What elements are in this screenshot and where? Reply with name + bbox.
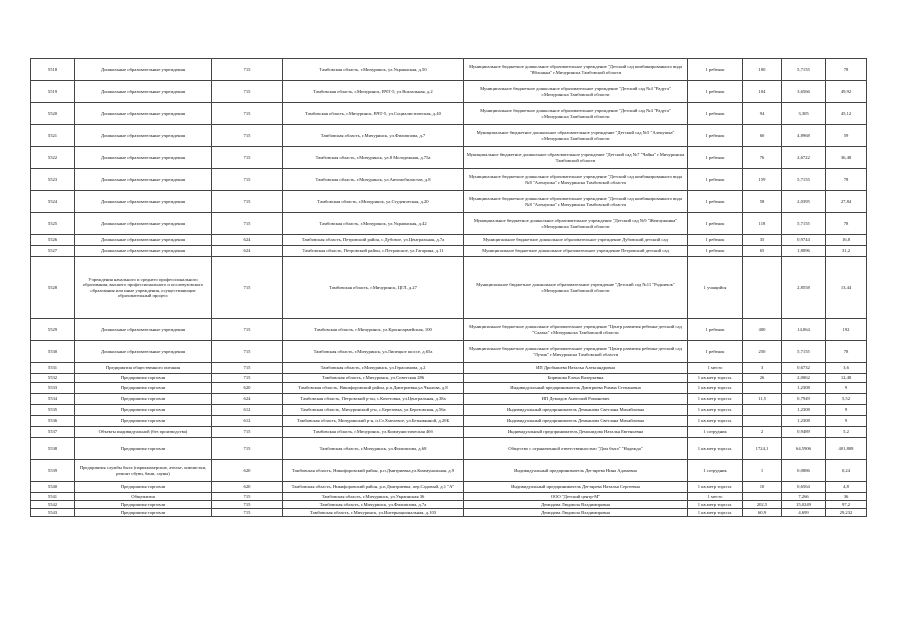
row-number-cell: 5525	[31, 213, 75, 235]
address-cell: Тамбовская область, г.Мичуринск, ул.Украинская, д.50	[283, 59, 464, 81]
value-2-cell: 9	[826, 416, 867, 427]
object-type-cell: Предприятия торговли	[75, 482, 212, 493]
value-2-cell: 78	[826, 341, 867, 363]
table-row	[31, 103, 867, 125]
organization-name-cell: Муниципальное бюджетное дошкольное образовательное учреждение "Центр развития ребенка-детский сад "Сказка" г.Мичуринска Тамбовской области	[464, 319, 688, 341]
organization-name-cell: Муниципальное бюджетное дошкольное образовательное учреждение "Детский сад №4 "Радуга" г.Мичуринска Тамбовской области	[464, 103, 688, 125]
table-row	[31, 374, 867, 383]
object-type-cell: Предприятия торговли	[75, 374, 212, 383]
row-number-cell: 5531	[31, 363, 75, 374]
row-number-cell: 5526	[31, 235, 75, 246]
organization-name-cell: Муниципальное бюджетное дошкольное образовательное учреждение "Детский сад комбинированного вида №8 "Аленушка" г.Мичуринска Тамбовской области	[464, 169, 688, 191]
row-number-cell: 5535	[31, 405, 75, 416]
value-2-cell: 78	[826, 59, 867, 81]
table-row	[31, 319, 867, 341]
table-row	[31, 235, 867, 246]
object-type-cell: Предприятия общественного питания	[75, 363, 212, 374]
quantity-cell: 60	[743, 125, 782, 147]
table-row	[31, 383, 867, 394]
district-code-cell: 715	[212, 319, 283, 341]
organization-name-cell: Муниципальное бюджетное дошкольное образовательное учреждение "Детский сад №11 "Родничок" г.Мичуринска Тамбовской области	[464, 257, 688, 319]
quantity-cell: 118	[743, 213, 782, 235]
unit-cell: 1 кв.метр торг.пл.	[688, 374, 743, 383]
row-number-cell: 5539	[31, 460, 75, 482]
table-row	[31, 191, 867, 213]
address-cell: Тамбовская область, г.Мичуринск, ул.Филиппова, д.7	[283, 125, 464, 147]
district-code-cell: 715	[212, 363, 283, 374]
unit-cell: 1 ребенок	[688, 81, 743, 103]
object-type-cell: Предприятия торговли	[75, 383, 212, 394]
unit-cell: 1 кв.метр торг.пл.	[688, 405, 743, 416]
unit-cell: 1 ребенок	[688, 246, 743, 257]
value-2-cell: 4,8	[826, 482, 867, 493]
object-type-cell: Дошкольные образовательные учреждения	[75, 81, 212, 103]
quantity-cell: 400	[743, 319, 782, 341]
table-row	[31, 438, 867, 460]
row-number-cell: 5534	[31, 394, 75, 405]
organization-name-cell: Бирюкова Елена Валерьевна	[464, 374, 688, 383]
unit-cell: 1 ребенок	[688, 319, 743, 341]
unit-cell: 1 сотрудник	[688, 460, 743, 482]
row-number-cell: 5529	[31, 319, 75, 341]
unit-cell: 1 ребенок	[688, 59, 743, 81]
district-code-cell: 715	[212, 493, 283, 501]
district-code-cell: 620	[212, 383, 283, 394]
row-number-cell: 5530	[31, 341, 75, 363]
district-code-cell: 715	[212, 257, 283, 319]
value-1-cell: 0,9744	[782, 235, 826, 246]
value-2-cell: 3,6	[826, 363, 867, 374]
value-1-cell: 5,7155	[782, 169, 826, 191]
row-number-cell: 5519	[31, 81, 75, 103]
value-2-cell: 9	[826, 405, 867, 416]
address-cell: Тамбовская область, Никифоровский район, р.п.Дмитриевка,ул.Коммунальная, д.9	[283, 460, 464, 482]
object-type-cell: Дошкольные образовательные учреждения	[75, 235, 212, 246]
object-type-cell: Дошкольные образовательные учреждения	[75, 246, 212, 257]
organization-name-cell: Индивидуальный предприниматель Демьянова Светлана Михайловна	[464, 405, 688, 416]
value-1-cell: 64,5906	[782, 438, 826, 460]
value-2-cell: 192	[826, 319, 867, 341]
value-2-cell: 36	[826, 493, 867, 501]
object-type-cell: Общежития	[75, 493, 212, 501]
value-1-cell: 0,9489	[782, 427, 826, 438]
quantity-cell: 1	[743, 460, 782, 482]
row-number-cell: 5542	[31, 501, 75, 509]
table-row	[31, 213, 867, 235]
row-number-cell: 5520	[31, 103, 75, 125]
value-1-cell: 3,6566	[782, 81, 826, 103]
registry-table	[30, 58, 867, 517]
organization-name-cell: Муниципальное бюджетное дошкольное образовательное учреждение "Детский сад №5 "Аленушка" г.Мичуринска Тамбовской области	[464, 125, 688, 147]
value-1-cell: 5,7155	[782, 213, 826, 235]
organization-name-cell: Муниципальное бюджетное дошкольное образовательное учреждение "Детский сад №9 "Жемчужинка" г.Мичуринска Тамбовской области	[464, 213, 688, 235]
quantity-cell: 1724,1	[743, 438, 782, 460]
row-number-cell: 5536	[31, 416, 75, 427]
object-type-cell: Дошкольные образовательные учреждения	[75, 213, 212, 235]
address-cell: Тамбовская область, г.Мичуринск, ул.Герасимова, д.2	[283, 363, 464, 374]
value-1-cell: 2,0062	[782, 374, 826, 383]
value-2-cell: 9	[826, 383, 867, 394]
organization-name-cell: Муниципальное бюджетное дошкольное образовательное учреждение Петровский детский сад	[464, 246, 688, 257]
value-2-cell: 401,808	[826, 438, 867, 460]
object-type-cell: Предприятия торговли	[75, 394, 212, 405]
value-1-cell: 2,6722	[782, 147, 826, 169]
quantity-cell: 76	[743, 147, 782, 169]
value-1-cell: 1,2308	[782, 416, 826, 427]
district-code-cell: 715	[212, 341, 283, 363]
address-cell: Тамбовская область, Никифоровский район, р.п.Дмитриевка,ул.Чкалова, д.8	[283, 383, 464, 394]
organization-name-cell: ИП Демидов Анатолий Романович	[464, 394, 688, 405]
organization-name-cell: ИП Дробышева Наталья Александровна	[464, 363, 688, 374]
organization-name-cell: Муниципальное бюджетное дошкольное образовательное учреждение "Детский сад комбинированного вида №8 "Аленушка" г.Мичуринска Тамбовской области	[464, 191, 688, 213]
object-type-cell: Дошкольные образовательные учреждения	[75, 125, 212, 147]
table-row	[31, 460, 867, 482]
table-row	[31, 416, 867, 427]
district-code-cell: 715	[212, 427, 283, 438]
address-cell: Тамбовская область, Мичуринский р-н, с.Березовка, ул.Березовская, д.56а	[283, 405, 464, 416]
address-cell: Тамбовская область, Петровский район, с.Дубовое, ул.Центральная, д.7а	[283, 235, 464, 246]
organization-name-cell: Муниципальное бюджетное дошкольное образовательное учреждение "Детский сад №7 "Чайка" г.Мичуринска Тамбовской области	[464, 147, 688, 169]
address-cell: Тамбовская область, г.Мичуринск, ул.Филиппова, д.68	[283, 438, 464, 460]
object-type-cell: Дошкольные образовательные учреждения	[75, 319, 212, 341]
district-code-cell: 715	[212, 191, 283, 213]
value-2-cell: 78	[826, 213, 867, 235]
quantity-cell: 3	[743, 363, 782, 374]
value-2-cell: 0,24	[826, 460, 867, 482]
unit-cell: 1 кв.метр торг.пл.	[688, 482, 743, 493]
table-row	[31, 509, 867, 517]
object-type-cell: Дошкольные образовательные учреждения	[75, 103, 212, 125]
address-cell: Тамбовская область, г.Мичуринск, ул.Советская 286	[283, 374, 464, 383]
quantity-cell: 100	[743, 59, 782, 81]
organization-name-cell: Индивидуальный предприниматель Дегтярева Наталья Сергеевна	[464, 482, 688, 493]
organization-name-cell: Индивидуальный предприниматель Дмитриева Римма Степановна	[464, 383, 688, 394]
address-cell: Тамбовская область, Никифоровский район, р.п.Дмитриевка, пер.Садовый, д.1 "А"	[283, 482, 464, 493]
quantity-cell	[743, 257, 782, 319]
organization-name-cell: Демидова Людмила Владимировна	[464, 509, 688, 517]
table-row	[31, 59, 867, 81]
value-1-cell: 2,0395	[782, 191, 826, 213]
value-2-cell: 5,2	[826, 427, 867, 438]
unit-cell: 1 кв.метр торг.пл.	[688, 509, 743, 517]
value-1-cell: 0,0886	[782, 460, 826, 482]
value-1-cell: 2,8558	[782, 257, 826, 319]
address-cell: Тамбовская область, г.Мичуринск, ул.Коммунистическая 46б	[283, 427, 464, 438]
value-2-cell: 45,12	[826, 103, 867, 125]
value-1-cell: 4,699	[782, 509, 826, 517]
district-code-cell: 624	[212, 394, 283, 405]
unit-cell: 1 сотрудник	[688, 427, 743, 438]
value-2-cell: 12,48	[826, 374, 867, 383]
row-number-cell: 5541	[31, 493, 75, 501]
organization-name-cell: Муниципальное бюджетное дошкольное образовательное учреждение "Детский сад комбинированного вида "Яблонька" г.Мичуринска Тамбовской области	[464, 59, 688, 81]
quantity-cell	[743, 405, 782, 416]
address-cell: Тамбовская область, г.Мичуринск, ул.Украинская, д.42	[283, 213, 464, 235]
address-cell: Тамбовская область, г.Мичуринск, ул.Студенческая, д.20	[283, 191, 464, 213]
table-row	[31, 427, 867, 438]
row-number-cell: 5518	[31, 59, 75, 81]
district-code-cell: 715	[212, 438, 283, 460]
object-type-cell: Объекты индивидуальной (без производства)	[75, 427, 212, 438]
unit-cell: 1 ребенок	[688, 341, 743, 363]
quantity-cell	[743, 493, 782, 501]
organization-name-cell: Демидова Людмила Владимировна	[464, 501, 688, 509]
object-type-cell: Предприятия торговли	[75, 501, 212, 509]
value-2-cell: 78	[826, 169, 867, 191]
object-type-cell: Учреждения начального и среднего профессионального образования, высшего профессионального и послевузовского образования или иные учреждения, осуществляющие образовательный процесс	[75, 257, 212, 319]
value-2-cell: 36,48	[826, 147, 867, 169]
district-code-cell: 715	[212, 103, 283, 125]
quantity-cell: 58	[743, 191, 782, 213]
address-cell: Тамбовская область, г.Мичуринск, ул.8 Молодежная, д.75а	[283, 147, 464, 169]
district-code-cell: 620	[212, 460, 283, 482]
table-row	[31, 493, 867, 501]
address-cell: Тамбовская область, г.Мичуринск, ул.Автомобилистов, д.8	[283, 169, 464, 191]
table-row	[31, 363, 867, 374]
value-2-cell: 59	[826, 125, 867, 147]
value-1-cell: 3,305	[782, 103, 826, 125]
quantity-cell: 202,5	[743, 501, 782, 509]
value-1-cell: 0,7949	[782, 394, 826, 405]
organization-name-cell: Индивидуальный предприниматель Демьянова Светлана Михайловна	[464, 416, 688, 427]
quantity-cell	[743, 416, 782, 427]
table-row	[31, 169, 867, 191]
address-cell: Тамбовская область, г.Мичуринск, ВЧТ-5, ул.Социалистическая, д.40	[283, 103, 464, 125]
table-row	[31, 482, 867, 493]
organization-name-cell: Индивидуальный предприниматель Дегтярева Нина Адамовна	[464, 460, 688, 482]
unit-cell: 1 кв.метр торг.пл.	[688, 394, 743, 405]
value-2-cell: 5,52	[826, 394, 867, 405]
value-1-cell: 4,8968	[782, 125, 826, 147]
unit-cell: 1 кв.метр торг.пл.	[688, 416, 743, 427]
value-1-cell: 0,6564	[782, 482, 826, 493]
quantity-cell: 60,9	[743, 509, 782, 517]
table-row	[31, 341, 867, 363]
row-number-cell: 5527	[31, 246, 75, 257]
address-cell: Тамбовская область, г.Мичуринск, ул.Липецкое шоссе, д.65а	[283, 341, 464, 363]
district-code-cell: 620	[212, 482, 283, 493]
district-code-cell: 612	[212, 416, 283, 427]
value-1-cell: 1,2308	[782, 405, 826, 416]
object-type-cell: Предприятия торговли	[75, 405, 212, 416]
row-number-cell: 5521	[31, 125, 75, 147]
value-2-cell: 27,84	[826, 191, 867, 213]
district-code-cell: 715	[212, 147, 283, 169]
district-code-cell: 624	[212, 235, 283, 246]
value-2-cell: 13,44	[826, 257, 867, 319]
address-cell: Тамбовская область, г.Мичуринск, ул.Красноармейская, 100	[283, 319, 464, 341]
table-row	[31, 246, 867, 257]
quantity-cell: 94	[743, 103, 782, 125]
object-type-cell: Предприятия службы быта (парикмахерские, ателье, химчистки, ремонт обуви, бани, сауны)	[75, 460, 212, 482]
address-cell: Тамбовская область, г.Мичуринск, ЦГЛ, д.27	[283, 257, 464, 319]
table-row	[31, 405, 867, 416]
unit-cell: 1 кв.метр торг.пл.	[688, 501, 743, 509]
object-type-cell: Предприятия торговли	[75, 509, 212, 517]
table-row	[31, 257, 867, 319]
value-2-cell: 29,232	[826, 509, 867, 517]
value-1-cell: 14,064	[782, 319, 826, 341]
table-row	[31, 81, 867, 103]
district-code-cell: 612	[212, 405, 283, 416]
row-number-cell: 5523	[31, 169, 75, 191]
district-code-cell: 715	[212, 213, 283, 235]
row-number-cell: 5543	[31, 509, 75, 517]
district-code-cell: 715	[212, 501, 283, 509]
value-1-cell: 5,7155	[782, 59, 826, 81]
object-type-cell: Дошкольные образовательные учреждения	[75, 191, 212, 213]
unit-cell: 1 ребенок	[688, 191, 743, 213]
unit-cell: 1 ребенок	[688, 213, 743, 235]
organization-name-cell: Муниципальное бюджетное дошкольное образовательное учреждение "Детский сад №4 "Радуга" г.Мичуринска Тамбовской области	[464, 81, 688, 103]
district-code-cell: 624	[212, 246, 283, 257]
quantity-cell: 104	[743, 81, 782, 103]
address-cell: Тамбовская область, г.Мичуринск, ВЧТ-5, ул.Вокзальная, д.2	[283, 81, 464, 103]
district-code-cell: 715	[212, 81, 283, 103]
organization-name-cell: Индивидуальный предприниматель Демонидова Наталья Евгеньевна	[464, 427, 688, 438]
organization-name-cell: Муниципальное бюджетное дошкольное образовательное учреждение "Центр развития ребенка-детский сад "Лучик" г.Мичуринска Тамбовской области	[464, 341, 688, 363]
unit-cell: 1 ребенок	[688, 235, 743, 246]
row-number-cell: 5540	[31, 482, 75, 493]
quantity-cell: 10	[743, 482, 782, 493]
value-2-cell: 31,2	[826, 246, 867, 257]
district-code-cell: 715	[212, 59, 283, 81]
unit-cell: 1 кв.метр торг.пл.	[688, 383, 743, 394]
unit-cell: 1 ребенок	[688, 169, 743, 191]
object-type-cell: Дошкольные образовательные учреждения	[75, 169, 212, 191]
value-2-cell: 49,92	[826, 81, 867, 103]
address-cell: Тамбовская область, Петровский р-он, с.Кочетовка, ул.Центральная, д.38а	[283, 394, 464, 405]
row-number-cell: 5532	[31, 374, 75, 383]
table-row	[31, 501, 867, 509]
value-1-cell: 5,7155	[782, 341, 826, 363]
object-type-cell: Дошкольные образовательные учреждения	[75, 147, 212, 169]
row-number-cell: 5524	[31, 191, 75, 213]
address-cell: Тамбовская область, Мичуринский р-н, п.Ст.Хмелевое, ул.Безымянной, д.20Б	[283, 416, 464, 427]
district-code-cell: 715	[212, 509, 283, 517]
value-2-cell: 16,8	[826, 235, 867, 246]
value-1-cell: 7,266	[782, 493, 826, 501]
row-number-cell: 5528	[31, 257, 75, 319]
value-1-cell: 1,8096	[782, 246, 826, 257]
district-code-cell: 715	[212, 374, 283, 383]
unit-cell: 1 ребенок	[688, 103, 743, 125]
quantity-cell: 26	[743, 374, 782, 383]
table-row	[31, 394, 867, 405]
value-1-cell: 1,2308	[782, 383, 826, 394]
row-number-cell: 5538	[31, 438, 75, 460]
object-type-cell: Предприятия торговли	[75, 416, 212, 427]
object-type-cell: Дошкольные образовательные учреждения	[75, 341, 212, 363]
address-cell: Тамбовская область, г.Мичуринск, ул.Интернациональная, д.103	[283, 509, 464, 517]
unit-cell: 1 учащийся	[688, 257, 743, 319]
object-type-cell: Предприятия торговли	[75, 438, 212, 460]
quantity-cell	[743, 383, 782, 394]
quantity-cell: 35	[743, 235, 782, 246]
organization-name-cell: Муниципальное бюджетное дошкольное образовательное учреждение Дубовский детский сад	[464, 235, 688, 246]
row-number-cell: 5522	[31, 147, 75, 169]
address-cell: Тамбовская область, Петровский район, с.Петровское, ул.Гагарина, д.11	[283, 246, 464, 257]
value-1-cell: 0,6732	[782, 363, 826, 374]
quantity-cell: 2	[743, 427, 782, 438]
row-number-cell: 5537	[31, 427, 75, 438]
organization-name-cell: ООО "Детский центр-М"	[464, 493, 688, 501]
quantity-cell: 159	[743, 169, 782, 191]
organization-name-cell: Общество с ограниченной ответственностью "Дом быта" "Надежда"	[464, 438, 688, 460]
unit-cell: 1 кв.метр торг.пл.	[688, 438, 743, 460]
row-number-cell: 5533	[31, 383, 75, 394]
unit-cell: 1 место	[688, 363, 743, 374]
unit-cell: 1 ребенок	[688, 125, 743, 147]
value-1-cell: 15,0249	[782, 501, 826, 509]
unit-cell: 1 место	[688, 493, 743, 501]
table-row	[31, 147, 867, 169]
unit-cell: 1 ребенок	[688, 147, 743, 169]
object-type-cell: Дошкольные образовательные учреждения	[75, 59, 212, 81]
quantity-cell: 11,5	[743, 394, 782, 405]
address-cell: Тамбовская область, г.Мичуринск, ул.Украинская 36	[283, 493, 464, 501]
district-code-cell: 715	[212, 125, 283, 147]
quantity-cell: 250	[743, 341, 782, 363]
value-2-cell: 97,2	[826, 501, 867, 509]
table-row	[31, 125, 867, 147]
address-cell: Тамбовская область, г.Мичуринск, ул.Филиппова, д.7а	[283, 501, 464, 509]
district-code-cell: 715	[212, 169, 283, 191]
quantity-cell: 65	[743, 246, 782, 257]
